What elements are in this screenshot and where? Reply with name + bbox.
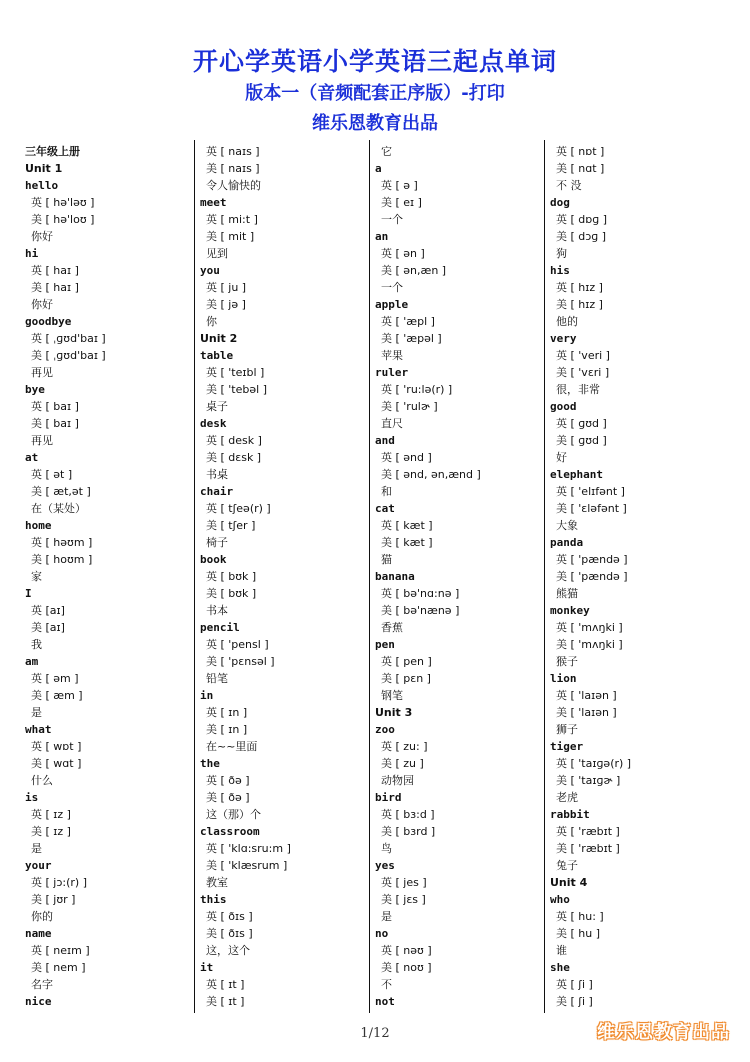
- phonetic-line: 英 [ zu: ]: [381, 740, 428, 753]
- meaning-line: 是: [31, 706, 42, 719]
- phonetic-line: 美 [ nɑt ]: [556, 162, 605, 175]
- phonetic-line: 美 [ ɪn ]: [206, 723, 248, 736]
- phonetic-line: 美 [ ɡʊd ]: [556, 434, 607, 447]
- section-heading: Unit 3: [375, 706, 413, 719]
- meaning-line: 猫: [381, 553, 392, 566]
- meaning-line: 椅子: [206, 536, 228, 549]
- phonetic-line: 英 [ ðɪs ]: [206, 910, 253, 923]
- phonetic-line: 英 [ 'ræbɪt ]: [556, 825, 620, 838]
- meaning-line: 他的: [556, 315, 578, 328]
- meaning-line: 再见: [31, 434, 53, 447]
- phonetic-line: 英 [ 'ru:lə(r) ]: [381, 383, 453, 396]
- meaning-line: 书桌: [206, 468, 228, 481]
- phonetic-line: 英 [ haɪ ]: [31, 264, 79, 277]
- phonetic-line: 美 [ ən,æn ]: [381, 264, 447, 277]
- section-heading: Unit 4: [550, 876, 588, 889]
- phonetic-line: 美 [ haɪ ]: [31, 281, 79, 294]
- phonetic-line: 英 [ jes ]: [381, 876, 427, 889]
- phonetic-line: 美 [ tʃer ]: [206, 519, 256, 532]
- phonetic-line: 英 [ jɔ:(r) ]: [31, 876, 87, 889]
- vocab-word: classroom: [200, 825, 260, 838]
- meaning-line: 老虎: [556, 791, 578, 804]
- vocab-word: apple: [375, 298, 409, 311]
- phonetic-line: 英 [ desk ]: [206, 434, 262, 447]
- vocab-word: an: [375, 230, 389, 243]
- phonetic-line: 美 [ 'tebəl ]: [206, 383, 267, 396]
- meaning-line: 书本: [206, 604, 228, 617]
- phonetic-line: 英 [ dɒɡ ]: [556, 213, 608, 226]
- phonetic-line: 英 [ həʊm ]: [31, 536, 93, 549]
- vocab-word: tiger: [550, 740, 584, 753]
- phonetic-line: 英 [ hu: ]: [556, 910, 604, 923]
- meaning-line: 教室: [206, 876, 228, 889]
- meaning-line: 这（那）个: [206, 808, 261, 821]
- vocab-word: hello: [25, 179, 59, 192]
- vocab-word: is: [25, 791, 39, 804]
- vocab-word: in: [200, 689, 214, 702]
- phonetic-line: 英 [ baɪ ]: [31, 400, 79, 413]
- phonetic-line: 英 [ 'taɪɡə(r) ]: [556, 757, 632, 770]
- meaning-line: 一个: [381, 281, 403, 294]
- vocab-word: cat: [375, 502, 395, 515]
- word-column-2: [200, 143, 372, 1013]
- vocab-word: pencil: [200, 621, 240, 634]
- word-column-1: [25, 143, 197, 1013]
- vocab-word: and: [375, 434, 395, 447]
- phonetic-line: 美 [ dɛsk ]: [206, 451, 262, 464]
- meaning-line: 你: [206, 315, 217, 328]
- vocab-word: I: [25, 587, 32, 600]
- vocab-word: am: [25, 655, 39, 668]
- phonetic-line: 美 [ pɛn ]: [381, 672, 431, 685]
- meaning-line: 你好: [31, 230, 53, 243]
- phonetic-line: 英 [ bə'nɑ:nə ]: [381, 587, 460, 600]
- phonetic-line: 美 [ 'rulɚ ]: [381, 400, 438, 413]
- vocab-word: goodbye: [25, 315, 72, 328]
- meaning-line: 动物园: [381, 774, 414, 787]
- phonetic-line: 英 [ bɜ:d ]: [381, 808, 435, 821]
- meaning-line: 是: [381, 910, 392, 923]
- document-publisher: 维乐恩教育出品: [312, 113, 438, 134]
- meaning-line: 什么: [31, 774, 53, 787]
- phonetic-line: 英 [ ə ]: [381, 179, 418, 192]
- vocab-word: not: [375, 995, 395, 1008]
- vocab-word: who: [550, 893, 570, 906]
- vocab-word: you: [200, 264, 220, 277]
- section-heading: 三年级上册: [25, 145, 80, 158]
- phonetic-line: 英 [ neɪm ]: [31, 944, 90, 957]
- phonetic-line: 英 [ ət ]: [31, 468, 73, 481]
- meaning-line: 很，非常: [556, 383, 600, 396]
- vocab-word: lion: [550, 672, 577, 685]
- vocab-word: pen: [375, 638, 395, 651]
- phonetic-line: 美 [ ðə ]: [206, 791, 250, 804]
- phonetic-line: 美 [ nem ]: [31, 961, 86, 974]
- vocab-word: desk: [200, 417, 227, 430]
- meaning-line: 你好: [31, 298, 53, 311]
- phonetic-line: 英 [ əm ]: [31, 672, 79, 685]
- phonetic-line: 英 [ ɡʊd ]: [556, 417, 607, 430]
- phonetic-line: 英 [ ˌɡʊd'baɪ ]: [31, 332, 106, 345]
- phonetic-line: 英 [ tʃeə(r) ]: [206, 502, 271, 515]
- vocab-word: bird: [375, 791, 402, 804]
- phonetic-line: 美 [ wɑt ]: [31, 757, 82, 770]
- meaning-line: 桌子: [206, 400, 228, 413]
- phonetic-line: 美 [ hɪz ]: [556, 298, 603, 311]
- phonetic-line: 英 [ pen ]: [381, 655, 432, 668]
- phonetic-line: 美 [ bə'nænə ]: [381, 604, 460, 617]
- meaning-line: 不 没: [556, 179, 582, 192]
- vocab-word: what: [25, 723, 52, 736]
- phonetic-line: 美 [ æt,ət ]: [31, 485, 91, 498]
- vocab-word: this: [200, 893, 227, 906]
- vocab-word: hi: [25, 247, 39, 260]
- phonetic-line: 英 [ ən ]: [381, 247, 425, 260]
- vocab-word: it: [200, 961, 214, 974]
- phonetic-line: 英 [ ʃi ]: [556, 978, 593, 991]
- vocab-word: your: [25, 859, 52, 872]
- phonetic-line: 英 [ 'pændə ]: [556, 553, 628, 566]
- phonetic-line: 美 [ kæt ]: [381, 536, 433, 549]
- phonetic-line: 英 [ 'mʌŋki ]: [556, 621, 623, 634]
- word-column-3: [375, 143, 547, 1013]
- meaning-line: 在（某处）: [31, 502, 86, 515]
- page-number: 1/12: [360, 1026, 390, 1041]
- meaning-line: 狗: [556, 247, 567, 260]
- vocab-word: elephant: [550, 468, 603, 481]
- vocab-word: banana: [375, 570, 415, 583]
- vocab-word: book: [200, 553, 227, 566]
- phonetic-line: 美 [ jɛs ]: [381, 893, 426, 906]
- phonetic-line: 美 [ naɪs ]: [206, 162, 260, 175]
- meaning-line: 你的: [31, 910, 53, 923]
- meaning-line: 家: [31, 570, 42, 583]
- section-heading: Unit 2: [200, 332, 238, 345]
- vocab-word: bye: [25, 383, 45, 396]
- document-title: 开心学英语小学英语三起点单词: [192, 47, 557, 76]
- meaning-line: 直尺: [381, 417, 403, 430]
- phonetic-line: 英 [ naɪs ]: [206, 145, 260, 158]
- meaning-line: 是: [31, 842, 42, 855]
- phonetic-line: 英 [ 'veri ]: [556, 349, 610, 362]
- phonetic-line: 英 [ 'teɪbl ]: [206, 366, 265, 379]
- document-subtitle: 版本一（音频配套正序版）-打印: [245, 83, 505, 104]
- meaning-line: 熊猫: [556, 587, 578, 600]
- phonetic-line: 美 [ 'ræbɪt ]: [556, 842, 620, 855]
- vocab-word: ruler: [375, 366, 409, 379]
- phonetic-line: 美 [ 'mʌŋki ]: [556, 638, 623, 651]
- phonetic-line: 美 [ noʊ ]: [381, 961, 432, 974]
- meaning-line: 再见: [31, 366, 53, 379]
- phonetic-line: 英 [ ju ]: [206, 281, 247, 294]
- vocab-word: nice: [25, 995, 52, 1008]
- column-divider: [544, 140, 545, 1013]
- vocab-word: very: [550, 332, 577, 345]
- section-heading: Unit 1: [25, 162, 63, 175]
- meaning-line: 香蕉: [381, 621, 403, 634]
- phonetic-line: 美 [ bʊk ]: [206, 587, 257, 600]
- phonetic-line: 美 [ 'taɪɡɚ ]: [556, 774, 621, 787]
- phonetic-line: 英 [ nɒt ]: [556, 145, 605, 158]
- column-divider: [369, 140, 370, 1013]
- vocab-word: no: [375, 927, 389, 940]
- phonetic-line: 美 [ hə'loʊ ]: [31, 213, 95, 226]
- phonetic-line: 美 [ baɪ ]: [31, 417, 79, 430]
- phonetic-line: 英 [ 'laɪən ]: [556, 689, 617, 702]
- phonetic-line: 美 [ 'pɛnsəl ]: [206, 655, 275, 668]
- phonetic-line: 美 [ 'æpəl ]: [381, 332, 442, 345]
- vocab-word: his: [550, 264, 570, 277]
- phonetic-line: 英 [ 'klɑ:sru:m ]: [206, 842, 291, 855]
- meaning-line: 一个: [381, 213, 403, 226]
- phonetic-line: 美 [ ʃi ]: [556, 995, 593, 1008]
- phonetic-line: 美 [ ənd, ən,ænd ]: [381, 468, 481, 481]
- phonetic-line: 美 [ 'laɪən ]: [556, 706, 617, 719]
- phonetic-line: 英 [ mi:t ]: [206, 213, 258, 226]
- phonetic-line: 美 [ zu ]: [381, 757, 424, 770]
- meaning-line: 这，这个: [206, 944, 250, 957]
- meaning-line: 兔子: [556, 859, 578, 872]
- vocab-word: she: [550, 961, 570, 974]
- phonetic-line: 美 [ bɜrd ]: [381, 825, 436, 838]
- meaning-line: 大象: [556, 519, 578, 532]
- vocab-word: home: [25, 519, 52, 532]
- meaning-line: 好: [556, 451, 567, 464]
- phonetic-line: 英 [ hɪz ]: [556, 281, 603, 294]
- phonetic-line: 英 [aɪ]: [31, 604, 65, 617]
- vocab-word: the: [200, 757, 220, 770]
- phonetic-line: 美 [ 'vɛri ]: [556, 366, 610, 379]
- meaning-line: 鸟: [381, 842, 392, 855]
- vocab-word: monkey: [550, 604, 590, 617]
- column-divider: [194, 140, 195, 1013]
- phonetic-line: 美 [aɪ]: [31, 621, 65, 634]
- vocab-word: yes: [375, 859, 395, 872]
- vocab-word: rabbit: [550, 808, 590, 821]
- phonetic-line: 英 [ 'elɪfənt ]: [556, 485, 625, 498]
- phonetic-line: 美 [ dɔɡ ]: [556, 230, 607, 243]
- meaning-line: 在~~里面: [206, 740, 258, 753]
- vocab-word: zoo: [375, 723, 395, 736]
- phonetic-line: 美 [ hoʊm ]: [31, 553, 93, 566]
- phonetic-line: 英 [ 'æpl ]: [381, 315, 435, 328]
- phonetic-line: 英 [ ɪz ]: [31, 808, 71, 821]
- phonetic-line: 美 [ jʊr ]: [31, 893, 76, 906]
- phonetic-line: 美 [ 'pændə ]: [556, 570, 628, 583]
- meaning-line: 猴子: [556, 655, 578, 668]
- phonetic-line: 美 [ ɪt ]: [206, 995, 245, 1008]
- vocab-word: name: [25, 927, 52, 940]
- vocab-word: chair: [200, 485, 234, 498]
- vocab-word: good: [550, 400, 577, 413]
- meaning-line: 苹果: [381, 349, 403, 362]
- meaning-line: 名字: [31, 978, 53, 991]
- phonetic-line: 美 [ ðɪs ]: [206, 927, 253, 940]
- phonetic-line: 美 [ 'ɛləfənt ]: [556, 502, 627, 515]
- meaning-line: 不: [381, 978, 392, 991]
- phonetic-line: 英 [ ɪt ]: [206, 978, 245, 991]
- publisher-watermark: 维乐恩教育出品: [597, 1022, 730, 1043]
- word-column-4: [550, 143, 722, 1013]
- vocab-word: meet: [200, 196, 227, 209]
- vocab-word: at: [25, 451, 39, 464]
- meaning-line: 令人愉快的: [206, 179, 261, 192]
- meaning-line: 钢笔: [381, 689, 403, 702]
- phonetic-line: 美 [ ɪz ]: [31, 825, 71, 838]
- meaning-line: 它: [381, 145, 392, 158]
- phonetic-line: 美 [ ˌɡʊd'baɪ ]: [31, 349, 106, 362]
- phonetic-line: 美 [ eɪ ]: [381, 196, 422, 209]
- phonetic-line: 美 [ æm ]: [31, 689, 83, 702]
- phonetic-line: 英 [ ɪn ]: [206, 706, 248, 719]
- phonetic-line: 英 [ wɒt ]: [31, 740, 82, 753]
- meaning-line: 狮子: [556, 723, 578, 736]
- phonetic-line: 英 [ ənd ]: [381, 451, 432, 464]
- phonetic-line: 美 [ mit ]: [206, 230, 255, 243]
- vocab-word: dog: [550, 196, 570, 209]
- phonetic-line: 美 [ 'klæsrum ]: [206, 859, 288, 872]
- phonetic-line: 英 [ ðə ]: [206, 774, 250, 787]
- meaning-line: 见到: [206, 247, 228, 260]
- vocab-word: table: [200, 349, 234, 362]
- meaning-line: 我: [31, 638, 42, 651]
- vocab-word: a: [375, 162, 382, 175]
- phonetic-line: 英 [ 'pensl ]: [206, 638, 269, 651]
- meaning-line: 铅笔: [206, 672, 228, 685]
- phonetic-line: 美 [ hu ]: [556, 927, 601, 940]
- meaning-line: 谁: [556, 944, 567, 957]
- phonetic-line: 英 [ bʊk ]: [206, 570, 257, 583]
- phonetic-line: 英 [ hə'ləʊ ]: [31, 196, 95, 209]
- vocab-word: panda: [550, 536, 584, 549]
- meaning-line: 和: [381, 485, 392, 498]
- phonetic-line: 英 [ kæt ]: [381, 519, 433, 532]
- phonetic-line: 美 [ jə ]: [206, 298, 246, 311]
- phonetic-line: 英 [ nəʊ ]: [381, 944, 432, 957]
